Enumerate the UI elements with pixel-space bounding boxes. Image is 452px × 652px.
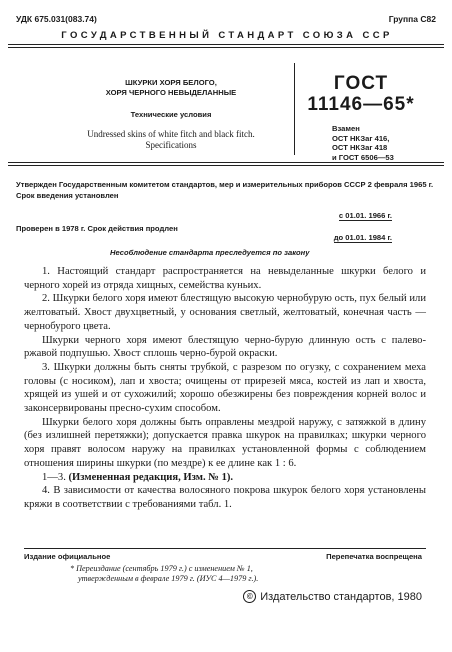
reissue-footnote: [70, 564, 430, 584]
standard-header: ГОСУДАРСТВЕННЫЙ СТАНДАРТ СОЮЗА ССР: [61, 30, 393, 41]
replaces-item: ОСТ НКЗаг 416,: [332, 133, 390, 143]
footnote-line2: утвержденным в феврале 1979 г. (ИУС 4—1979 г.).: [78, 574, 259, 583]
copyright-icon: ©: [243, 590, 256, 603]
amendment-note: [24, 471, 426, 485]
replaces-label: Взамен: [332, 124, 360, 133]
replaces-block: [332, 124, 394, 162]
header-rule-top: [8, 44, 444, 45]
validity-date: до 01.01. 1984 г.: [333, 233, 392, 242]
footer-rule: [24, 548, 426, 549]
gost-label: ГОСТ: [333, 73, 389, 94]
approval-text: Утвержден Государственным комитетом стандартов, мер и измерительных приборов СССР 2 февраля 1965 г. Срок введения установлен: [16, 180, 434, 200]
reprint-notice: Перепечатка воспрещена: [326, 552, 422, 561]
spec-label-ru: Технические условия: [130, 110, 212, 119]
document-body: [24, 265, 426, 512]
copyright-text: Издательство стандартов, 1980: [260, 590, 422, 603]
introduction-date: с 01.01. 1966 г.: [338, 211, 392, 220]
paragraph: 2. Шкурки белого хоря имеют блестящую высокую чернобурую ость, пух белый или желтоватый. Хвост двухцветный, у основания светлый, желтоватый, конечная часть — чернобурого цвета.: [24, 293, 426, 332]
copyright: [243, 590, 422, 603]
replaces-item: ОСТ НКЗаг 418: [332, 143, 388, 152]
title-en-line2: Specifications: [145, 140, 197, 150]
legal-notice: Несоблюдение стандарта преследуется по закону: [110, 248, 310, 257]
document-title-ru: [66, 78, 276, 98]
amendment-label: (Измененная редакция, Изм. № 1).: [68, 471, 234, 483]
official-edition-label: Издание официальное: [24, 552, 111, 561]
replaces-item: и ГОСТ 6506—53: [332, 152, 394, 162]
paragraph: 3. Шкурки должны быть сняты трубкой, с разрезом по огузку, с сохранением меха головы (с носиком), лап и хвоста; очищены от прирезей мяса, костей из лап и хвоста, хрящей из ушей и от сухожилий; хорошо обезжирены без повреждения корней волос и законсервированы пресно-сухим способом.: [24, 361, 426, 415]
gost-number: 11146—65*: [307, 94, 415, 115]
title-rule-top: [8, 162, 444, 163]
paragraph: 1. Настоящий стандарт распространяется на невыделанные шкурки белого и черного хорей из отряда хищных, семейства куньих.: [24, 266, 426, 291]
title-ru-line1: ШКУРКИ ХОРЯ БЕЛОГО,: [125, 78, 217, 87]
udk-code: УДК 675.031(083.74): [16, 14, 97, 24]
gost-designation: [296, 73, 426, 115]
title-en-line1: Undressed skins of white fitch and black fitch.: [87, 129, 255, 139]
review-text: Проверен в 1978 г. Срок действия продлен: [16, 224, 178, 233]
header-rule-bottom: [8, 47, 444, 48]
footnote-line1: * Переиздание (сентябрь 1979 г.) с изменением № 1,: [70, 564, 253, 573]
amendment-range: 1—3.: [42, 471, 66, 483]
paragraph: 4. В зависимости от качества волосяного покрова шкурок белого хоря установлены кряжи в соответствии с требованиями табл. 1.: [24, 485, 426, 510]
title-rule-bottom: [8, 165, 444, 166]
paragraph: Шкурки черного хоря имеют блестящую черно-бурую длинную ость с палево-ржавой подпушью. Хвост сплошь черно-бурой окраски.: [24, 334, 426, 360]
title-ru-line2: ХОРЯ ЧЕРНОГО НЕВЫДЕЛАННЫЕ: [105, 88, 237, 97]
title-divider: [294, 63, 295, 155]
paragraph: Шкурки белого хоря должны быть оправлены мездрой наружу, с затяжкой в длину (без излишней перетяжки); допускается правка шкурок на правилках; шкурки черного хоря правят волосом наружу на правилках установленной формы с соблюдением отношения ширины шкурки (по мездре) к ее длине как 1 : 6.: [24, 416, 426, 469]
group-code: Группа С82: [388, 14, 436, 24]
document-title-en: [56, 129, 286, 151]
